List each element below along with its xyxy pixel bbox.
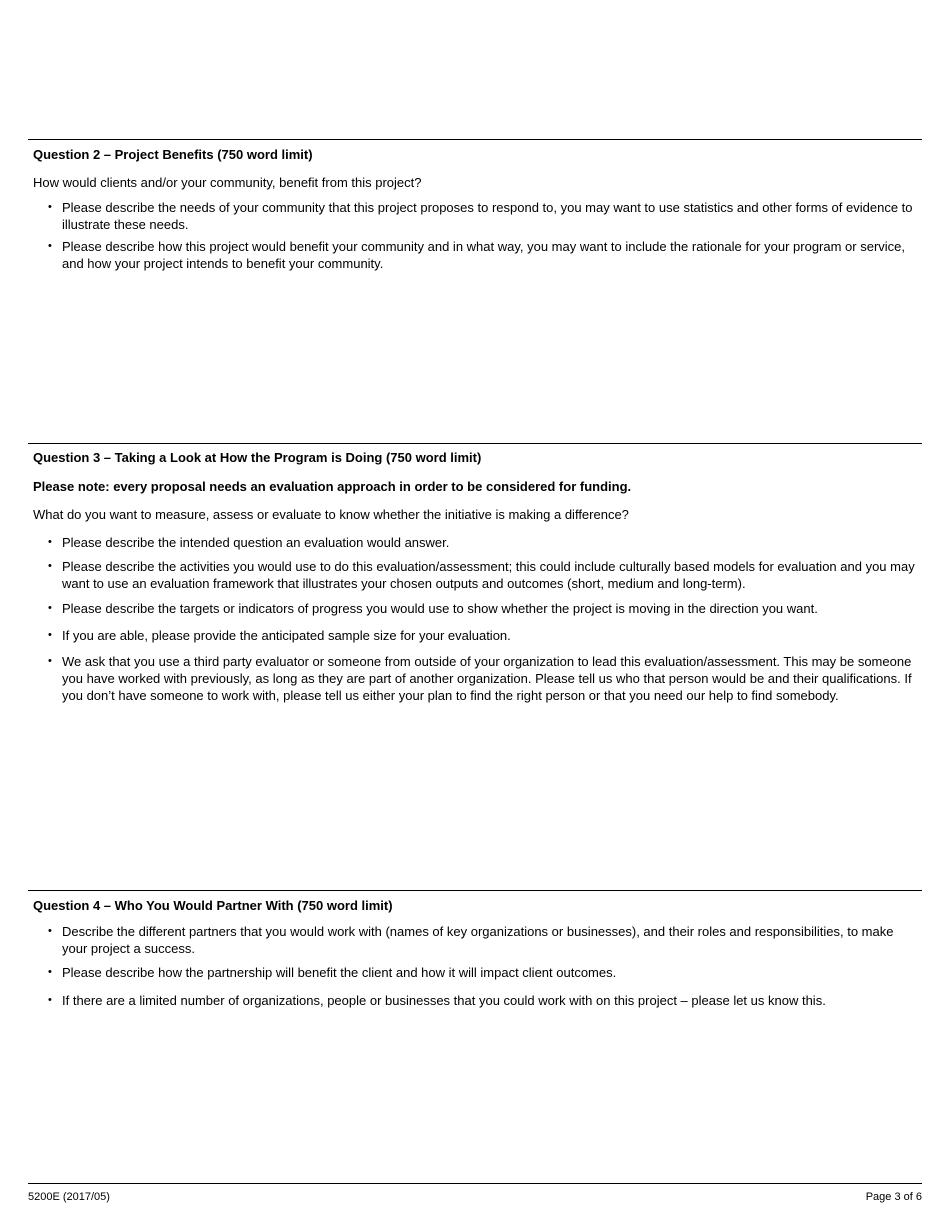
question-3-bullet-5 xyxy=(48,653,920,704)
footer-rule xyxy=(28,1183,922,1184)
bullet-text: Please describe the activities you would use to do this evaluation/assessment; this could include culturally based models for evaluation and you may want to use an evaluation framework that illustrates your chosen outputs and outcomes (short, medium and long-term). xyxy=(62,559,915,591)
question-4-bullet-2 xyxy=(48,964,920,981)
bullet-icon: • xyxy=(48,560,52,572)
bullet-icon: • xyxy=(48,629,52,641)
question-3-bullet-2 xyxy=(48,558,920,592)
question-4-title: Question 4 – Who You Would Partner With (750 word limit) xyxy=(33,898,393,913)
question-4-section xyxy=(28,891,922,1181)
question-2-title: Question 2 – Project Benefits (750 word limit) xyxy=(33,147,313,162)
question-4-bullet-1 xyxy=(48,923,920,957)
bullet-text: Please describe how the partnership will benefit the client and how it will impact client outcomes. xyxy=(62,965,617,980)
bullet-text: If you are able, please provide the anticipated sample size for your evaluation. xyxy=(62,628,511,643)
question-2-bullet-2 xyxy=(48,238,920,272)
bullet-icon: • xyxy=(48,201,52,213)
bullet-icon: • xyxy=(48,994,52,1006)
question-2-section xyxy=(28,140,922,440)
bullet-icon: • xyxy=(48,536,52,548)
question-3-bullet-3 xyxy=(48,600,920,617)
question-2-intro: How would clients and/or your community, benefit from this project? xyxy=(33,175,422,190)
question-3-note: Please note: every proposal needs an evaluation approach in order to be considered for funding. xyxy=(33,479,632,494)
bullet-icon: • xyxy=(48,240,52,252)
bullet-text: Please describe the targets or indicators of progress you would use to show whether the project is moving in the direction you want. xyxy=(62,601,818,616)
question-3-intro: What do you want to measure, assess or evaluate to know whether the initiative is making a difference? xyxy=(33,507,629,522)
bullet-text: Please describe how this project would benefit your community and in what way, you may want to include the rationale for your program or service, and how your project intends to benefit your community. xyxy=(62,239,906,271)
bullet-text: Please describe the intended question an evaluation would answer. xyxy=(62,535,450,550)
bullet-text: Please describe the needs of your community that this project proposes to respond to, you may want to use statistics and other forms of evidence to illustrate these needs. xyxy=(62,200,913,232)
page-number: Page 3 of 6 xyxy=(865,1191,922,1203)
question-3-section xyxy=(28,444,922,884)
bullet-text: Describe the different partners that you would work with (names of key organizations or businesses), and their roles and responsibilities, to make your project a success. xyxy=(62,924,894,956)
bullet-text: If there are a limited number of organizations, people or businesses that you could work with on this project – please let us know this. xyxy=(62,993,826,1008)
question-2-bullet-1 xyxy=(48,199,920,233)
bullet-icon: • xyxy=(48,966,52,978)
bullet-icon: • xyxy=(48,925,52,937)
question-3-title: Question 3 – Taking a Look at How the Program is Doing (750 word limit) xyxy=(33,450,482,465)
question-3-bullet-1 xyxy=(48,534,920,551)
bullet-icon: • xyxy=(48,602,52,614)
bullet-text: We ask that you use a third party evaluator or someone from outside of your organization to lead this evaluation/assessment. This may be someone you have worked with previously, as long as they are part of another organization. Please tell us who that person would be and their qualifications. If you don’t have someone to work with, please tell us either your plan to find the right person or that you need our help to find somebody. xyxy=(62,654,912,703)
question-3-bullet-4 xyxy=(48,627,920,644)
question-4-bullet-3 xyxy=(48,992,920,1009)
form-id: 5200E (2017/05) xyxy=(28,1191,110,1203)
bullet-icon: • xyxy=(48,655,52,667)
